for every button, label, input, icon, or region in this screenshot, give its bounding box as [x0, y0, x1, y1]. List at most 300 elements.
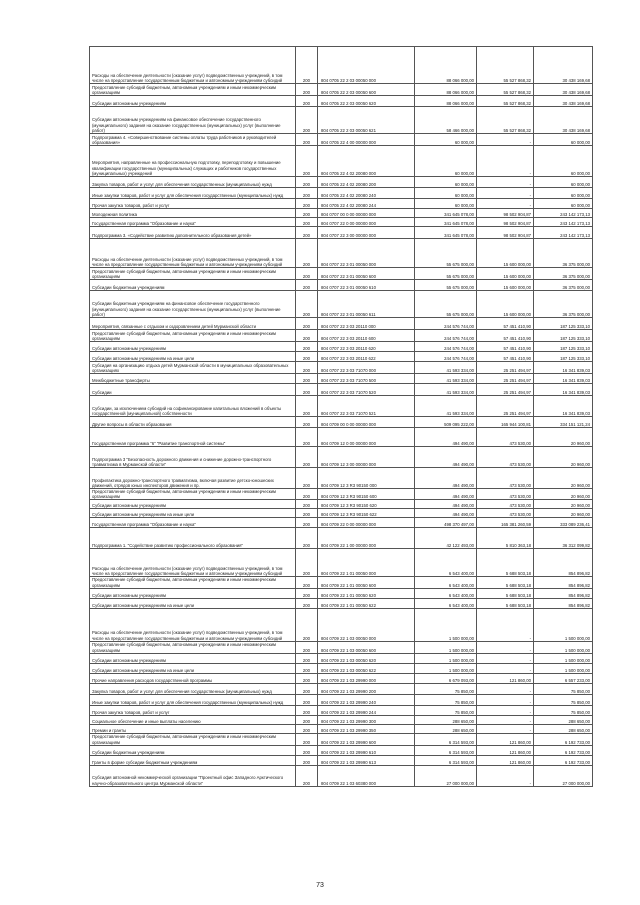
table-row [90, 663, 593, 673]
table-row [90, 96, 593, 107]
table-row [90, 577, 593, 588]
row-kbk-cell: 804 0705 22 4 02 20080 244 [318, 199, 415, 209]
row-name-cell: Премии и гранты [90, 724, 296, 733]
row-executed-cell: 55 527 868,32 [477, 47, 534, 84]
row-executed-cell: 57 451 410,90 [477, 352, 534, 362]
row-approved-cell: 60 000,00 [415, 134, 477, 146]
row-executed-cell: 25 251 494,97 [477, 362, 534, 374]
row-approved-cell: 60 000,00 [415, 177, 477, 188]
budget-execution-table [89, 46, 593, 787]
row-executed-cell: 55 527 868,32 [477, 107, 534, 134]
row-kbk-cell: 804 0707 22 3 01 00050 611 [318, 291, 415, 318]
row-executed-cell: 473 530,00 [477, 447, 534, 468]
row-name-cell: Молодежная политика [90, 209, 296, 218]
row-executed-cell: 473 530,00 [477, 428, 534, 447]
row-code-cell: 200 [296, 417, 318, 428]
row-kbk-cell: 804 0707 00 0 00 00000 000 [318, 209, 415, 218]
row-name-cell: Другие вопросы в области образования [90, 417, 296, 428]
table-row [90, 765, 593, 786]
table-row [90, 84, 593, 96]
row-unexecuted-cell: 854 896,82 [534, 598, 593, 608]
row-code-cell: 200 [296, 724, 318, 733]
table-row [90, 447, 593, 468]
row-code-cell: 200 [296, 549, 318, 577]
row-executed-cell: 15 600 000,00 [477, 280, 534, 291]
row-executed-cell: 98 502 904,87 [477, 227, 534, 239]
row-unexecuted-cell: 854 896,82 [534, 588, 593, 598]
row-name-cell: Мероприятия, направленные на профессиональную подготовку, переподготовку и повышение квалификации государственных (муниципальных) служащих и работников государственных (муниципальных) учреждений [90, 146, 296, 177]
row-name-cell: Государственная программа "6" "Развитие транспортной системы" [90, 428, 296, 447]
row-unexecuted-cell: 16 341 839,03 [534, 384, 593, 396]
row-unexecuted-cell: 20 960,00 [534, 509, 593, 518]
table-row [90, 209, 593, 218]
row-unexecuted-cell: 334 151 121,24 [534, 417, 593, 428]
row-unexecuted-cell: 36 375 000,00 [534, 291, 593, 318]
table-row [90, 291, 593, 318]
table-row [90, 694, 593, 705]
row-approved-cell: 58 466 000,00 [415, 107, 477, 134]
row-code-cell: 200 [296, 598, 318, 608]
table-row [90, 352, 593, 362]
row-code-cell: 200 [296, 500, 318, 509]
row-kbk-cell: 804 0707 22 3 03 71070 000 [318, 362, 415, 374]
row-kbk-cell: 804 0709 12 3 R3 90150 620 [318, 500, 415, 509]
table-row [90, 608, 593, 641]
row-executed-cell: - [477, 715, 534, 724]
row-name-cell: Подпрограмма 3 "Безопасность дорожного движения и снижение дорожно-транспортного травматизма в Мурманской области" [90, 447, 296, 468]
table-row [90, 518, 593, 528]
row-approved-cell: 55 675 000,00 [415, 291, 477, 318]
row-executed-cell: - [477, 188, 534, 199]
row-unexecuted-cell: 36 375 000,00 [534, 239, 593, 268]
row-executed-cell: - [477, 199, 534, 209]
row-executed-cell: 57 451 410,90 [477, 318, 534, 330]
row-unexecuted-cell: 20 960,00 [534, 447, 593, 468]
table-row [90, 227, 593, 239]
row-kbk-cell: 804 0709 22 1 03 00050 000 [318, 608, 415, 641]
row-approved-cell: 494 490,00 [415, 468, 477, 489]
row-kbk-cell: 804 0707 22 3 03 71070 500 [318, 374, 415, 384]
row-executed-cell: 121 860,00 [477, 733, 534, 745]
row-approved-cell: 60 000,00 [415, 188, 477, 199]
row-executed-cell: - [477, 146, 534, 177]
row-kbk-cell: 804 0709 22 1 03 00050 600 [318, 641, 415, 653]
row-unexecuted-cell: 288 650,00 [534, 715, 593, 724]
row-code-cell: 200 [296, 653, 318, 663]
row-code-cell: 200 [296, 330, 318, 342]
row-unexecuted-cell: 333 089 236,41 [534, 518, 593, 528]
row-name-cell: Мероприятия, связанные с отдыхом и оздоровлением детей Мурманской области [90, 318, 296, 330]
row-approved-cell: 244 576 744,00 [415, 352, 477, 362]
row-unexecuted-cell: 36 312 099,82 [534, 528, 593, 549]
row-kbk-cell: 804 0707 22 3 01 00050 600 [318, 268, 415, 280]
row-code-cell: 200 [296, 188, 318, 199]
row-unexecuted-cell: 20 960,00 [534, 500, 593, 509]
row-kbk-cell: 804 0709 22 1 03 29990 244 [318, 705, 415, 715]
row-code-cell: 200 [296, 518, 318, 528]
row-kbk-cell: 804 0709 22 1 01 00050 622 [318, 598, 415, 608]
row-executed-cell: 121 860,00 [477, 673, 534, 683]
row-approved-cell: 6 543 400,00 [415, 588, 477, 598]
row-approved-cell: 494 490,00 [415, 428, 477, 447]
table-row [90, 362, 593, 374]
row-executed-cell: 473 530,00 [477, 509, 534, 518]
row-approved-cell: 27 000 000,00 [415, 765, 477, 786]
table-row [90, 134, 593, 146]
table-row [90, 239, 593, 268]
row-name-cell: Подпрограмма 3. «Содействие развитию дополнительного образования детей» [90, 227, 296, 239]
row-unexecuted-cell: 243 142 173,13 [534, 218, 593, 227]
row-approved-cell: 75 850,00 [415, 694, 477, 705]
row-executed-cell: 5 688 503,18 [477, 588, 534, 598]
row-code-cell: 200 [296, 209, 318, 218]
row-unexecuted-cell: 36 375 000,00 [534, 268, 593, 280]
row-approved-cell: 6 314 593,00 [415, 745, 477, 755]
row-approved-cell: 75 850,00 [415, 683, 477, 694]
table-row [90, 330, 593, 342]
table-row [90, 342, 593, 352]
row-kbk-cell: 804 0709 22 1 03 29990 610 [318, 745, 415, 755]
row-name-cell: Прочая закупка товаров, работ и услуг [90, 199, 296, 209]
row-approved-cell: 244 576 744,00 [415, 318, 477, 330]
row-approved-cell: 244 576 744,00 [415, 330, 477, 342]
row-approved-cell: 341 645 078,00 [415, 218, 477, 227]
row-kbk-cell: 804 0709 22 1 03 29990 300 [318, 715, 415, 724]
row-name-cell: Закупка товаров, работ и услуг для обеспечения государственных (муниципальных) нужд [90, 177, 296, 188]
row-unexecuted-cell: 30 438 169,68 [534, 96, 593, 107]
row-name-cell: Субсидии автономным учреждениям [90, 96, 296, 107]
row-name-cell: Субсидии бюджетным учреждениям на финансовое обеспечение государственного (муниципального) задания на оказание государственных (муниципальных) услуг (выполнение работ) [90, 291, 296, 318]
row-code-cell: 200 [296, 268, 318, 280]
row-executed-cell: - [477, 641, 534, 653]
row-executed-cell: 165 381 260,59 [477, 518, 534, 528]
row-code-cell: 200 [296, 588, 318, 598]
table-row [90, 705, 593, 715]
row-code-cell: 200 [296, 384, 318, 396]
row-executed-cell: - [477, 765, 534, 786]
row-unexecuted-cell: 187 125 333,10 [534, 318, 593, 330]
row-approved-cell: 60 000,00 [415, 146, 477, 177]
row-kbk-cell: 804 0709 22 1 03 29990 350 [318, 724, 415, 733]
table-row [90, 588, 593, 598]
row-kbk-cell: 804 0705 22 2 03 00050 600 [318, 84, 415, 96]
row-code-cell: 200 [296, 428, 318, 447]
table-row [90, 280, 593, 291]
table-row [90, 745, 593, 755]
row-approved-cell: 509 095 222,00 [415, 417, 477, 428]
row-unexecuted-cell: 20 960,00 [534, 489, 593, 500]
row-name-cell: Субсидии автономным учреждениям на иные цели [90, 352, 296, 362]
row-name-cell: Иные закупки товаров, работ и услуг для обеспечения государственных (муниципальных) нужд [90, 694, 296, 705]
row-name-cell: Государственная программа "Образование и наука" [90, 218, 296, 227]
row-kbk-cell: 804 0709 00 0 00 00000 000 [318, 417, 415, 428]
row-code-cell: 200 [296, 362, 318, 374]
row-approved-cell: 494 490,00 [415, 500, 477, 509]
row-unexecuted-cell: 854 896,82 [534, 549, 593, 577]
row-code-cell: 200 [296, 239, 318, 268]
row-code-cell: 200 [296, 199, 318, 209]
row-name-cell: Расходы на обеспечение деятельности (оказание услуг) подведомственных учреждений, в том числе на предоставление государственным бюджетным и автономным учреждениям субсидий [90, 549, 296, 577]
table-row [90, 268, 593, 280]
row-kbk-cell: 804 0709 22 1 03 29990 240 [318, 694, 415, 705]
row-name-cell: Субсидии автономным учреждениям [90, 653, 296, 663]
row-approved-cell: 6 679 093,00 [415, 673, 477, 683]
row-kbk-cell: 804 0709 22 1 03 29990 000 [318, 673, 415, 683]
row-kbk-cell: 804 0707 22 3 01 00050 000 [318, 239, 415, 268]
row-executed-cell: - [477, 663, 534, 673]
row-name-cell: Предоставление субсидий бюджетным, автономным учреждениям и иным некоммерческим организациям [90, 330, 296, 342]
row-executed-cell: - [477, 134, 534, 146]
row-executed-cell: 15 600 000,00 [477, 291, 534, 318]
row-approved-cell: 1 500 000,00 [415, 641, 477, 653]
row-unexecuted-cell: 60 000,00 [534, 199, 593, 209]
row-approved-cell: 494 490,00 [415, 489, 477, 500]
row-kbk-cell: 804 0709 12 0 00 00000 000 [318, 428, 415, 447]
table-row [90, 374, 593, 384]
row-executed-cell: 5 688 503,18 [477, 598, 534, 608]
row-approved-cell: 60 000,00 [415, 199, 477, 209]
row-executed-cell: 121 860,00 [477, 745, 534, 755]
row-code-cell: 200 [296, 641, 318, 653]
row-name-cell: Прочие направления расходов государственной программы [90, 673, 296, 683]
row-approved-cell: 341 645 078,00 [415, 209, 477, 218]
row-kbk-cell: 804 0709 22 1 03 60380 000 [318, 765, 415, 786]
row-code-cell: 200 [296, 715, 318, 724]
row-name-cell: Социальное обеспечение и иные выплаты населению [90, 715, 296, 724]
row-approved-cell: 498 370 497,00 [415, 518, 477, 528]
row-name-cell: Межбюджетные трансферты [90, 374, 296, 384]
row-code-cell: 200 [296, 342, 318, 352]
row-approved-cell: 494 490,00 [415, 447, 477, 468]
row-kbk-cell: 804 0709 22 1 01 00050 000 [318, 549, 415, 577]
row-unexecuted-cell: 243 142 173,13 [534, 227, 593, 239]
row-code-cell: 200 [296, 683, 318, 694]
table-row [90, 318, 593, 330]
row-kbk-cell: 804 0707 22 3 03 20110 620 [318, 342, 415, 352]
row-unexecuted-cell: 20 960,00 [534, 428, 593, 447]
row-name-cell: Предоставление субсидий бюджетным, автономным учреждениям и иным некоммерческим организациям [90, 733, 296, 745]
row-executed-cell: 15 600 000,00 [477, 268, 534, 280]
row-code-cell: 200 [296, 608, 318, 641]
row-kbk-cell: 804 0709 12 3 R3 90150 622 [318, 509, 415, 518]
table-row [90, 468, 593, 489]
table-row [90, 107, 593, 134]
row-executed-cell: - [477, 683, 534, 694]
row-executed-cell: - [477, 705, 534, 715]
row-unexecuted-cell: 6 557 233,00 [534, 673, 593, 683]
row-executed-cell: 15 600 000,00 [477, 239, 534, 268]
row-approved-cell: 1 500 000,00 [415, 663, 477, 673]
row-approved-cell: 1 500 000,00 [415, 608, 477, 641]
row-code-cell: 200 [296, 694, 318, 705]
row-executed-cell: 165 944 100,81 [477, 417, 534, 428]
table-row [90, 641, 593, 653]
row-unexecuted-cell: 20 960,00 [534, 468, 593, 489]
row-kbk-cell: 804 0707 22 3 03 20110 622 [318, 352, 415, 362]
row-kbk-cell: 804 0709 22 0 00 00000 000 [318, 518, 415, 528]
row-approved-cell: 41 593 334,00 [415, 396, 477, 417]
row-unexecuted-cell: 30 438 169,68 [534, 47, 593, 84]
row-code-cell: 200 [296, 468, 318, 489]
row-approved-cell: 244 576 744,00 [415, 342, 477, 352]
row-unexecuted-cell: 60 000,00 [534, 134, 593, 146]
row-kbk-cell: 804 0709 22 1 00 00000 000 [318, 528, 415, 549]
row-code-cell: 200 [296, 374, 318, 384]
table-row [90, 146, 593, 177]
row-kbk-cell: 804 0705 22 2 03 00050 000 [318, 47, 415, 84]
row-name-cell: Профилактика дорожно-транспортного травматизма, включая развитие детско-юношеских движений, отрядов юных инспекторов движения и пр. [90, 468, 296, 489]
row-kbk-cell: 804 0705 22 2 03 00050 621 [318, 107, 415, 134]
table-row [90, 509, 593, 518]
row-code-cell: 200 [296, 107, 318, 134]
row-approved-cell: 88 066 000,00 [415, 84, 477, 96]
row-name-cell: Субсидии автономным учреждениям [90, 500, 296, 509]
row-name-cell: Предоставление субсидий бюджетным, автономным учреждениям и иным некоммерческим организациям [90, 489, 296, 500]
row-code-cell: 200 [296, 755, 318, 765]
row-approved-cell: 41 593 334,00 [415, 384, 477, 396]
row-approved-cell: 1 500 000,00 [415, 653, 477, 663]
row-approved-cell: 6 314 593,00 [415, 755, 477, 765]
row-code-cell: 200 [296, 177, 318, 188]
row-name-cell: Гранты в форме субсидии бюджетным учреждениям [90, 755, 296, 765]
row-code-cell: 200 [296, 96, 318, 107]
row-name-cell: Субсидии автономным учреждениям на финансовое обеспечение государственного (муниципального) задания на оказание государственных (муниципальных) услуг (выполнение работ) [90, 107, 296, 134]
row-approved-cell: 55 675 000,00 [415, 268, 477, 280]
row-name-cell: Субсидии автономным учреждениям на иные цели [90, 509, 296, 518]
table-row [90, 177, 593, 188]
row-code-cell: 200 [296, 745, 318, 755]
row-unexecuted-cell: 75 850,00 [534, 705, 593, 715]
row-code-cell: 200 [296, 280, 318, 291]
row-executed-cell: 98 502 904,87 [477, 209, 534, 218]
row-kbk-cell: 804 0705 22 4 02 20080 200 [318, 177, 415, 188]
row-name-cell: Субсидии, за исключением субсидий на софинансирование капитальных вложений в объекты государственной (муниципальной) собственности [90, 396, 296, 417]
table-row [90, 428, 593, 447]
row-unexecuted-cell: 187 125 333,10 [534, 330, 593, 342]
row-unexecuted-cell: 288 650,00 [534, 724, 593, 733]
row-code-cell: 200 [296, 765, 318, 786]
row-executed-cell: 5 688 503,18 [477, 577, 534, 588]
row-unexecuted-cell: 1 500 000,00 [534, 641, 593, 653]
row-kbk-cell: 804 0709 22 1 03 29990 600 [318, 733, 415, 745]
table-row [90, 199, 593, 209]
row-code-cell: 200 [296, 673, 318, 683]
row-kbk-cell: 804 0709 22 1 03 29990 613 [318, 755, 415, 765]
row-kbk-cell: 804 0709 22 1 03 00050 620 [318, 653, 415, 663]
row-unexecuted-cell: 75 850,00 [534, 694, 593, 705]
row-name-cell: Предоставление субсидий бюджетным, автономным учреждениям и иным некоммерческим организациям [90, 641, 296, 653]
row-unexecuted-cell: 243 142 173,13 [534, 209, 593, 218]
table-body [90, 47, 593, 787]
row-name-cell: Субсидии бюджетным учреждениям [90, 280, 296, 291]
table-row [90, 549, 593, 577]
table-row [90, 755, 593, 765]
row-executed-cell: 473 530,00 [477, 489, 534, 500]
row-code-cell: 200 [296, 733, 318, 745]
row-kbk-cell: 804 0707 22 3 03 20110 600 [318, 330, 415, 342]
row-unexecuted-cell: 36 375 000,00 [534, 280, 593, 291]
row-name-cell: Субсидия на организацию отдыха детей Мурманской области в муниципальных образовательных организациях [90, 362, 296, 374]
row-approved-cell: 288 650,00 [415, 724, 477, 733]
row-executed-cell: - [477, 724, 534, 733]
table-row [90, 528, 593, 549]
row-approved-cell: 88 066 000,00 [415, 96, 477, 107]
row-name-cell: Иные закупки товаров, работ и услуг для обеспечения государственных (муниципальных) нужд [90, 188, 296, 199]
table-row [90, 417, 593, 428]
row-unexecuted-cell: 60 000,00 [534, 188, 593, 199]
table-row [90, 715, 593, 724]
row-approved-cell: 288 650,00 [415, 715, 477, 724]
row-name-cell: Государственная программа "Образование и наука" [90, 518, 296, 528]
row-executed-cell: 5 810 363,18 [477, 528, 534, 549]
row-executed-cell: - [477, 608, 534, 641]
row-kbk-cell: 804 0705 22 4 00 00000 000 [318, 134, 415, 146]
row-code-cell: 200 [296, 134, 318, 146]
row-kbk-cell: 804 0709 12 3 R3 90150 600 [318, 489, 415, 500]
table-row [90, 683, 593, 694]
row-kbk-cell: 804 0707 22 3 03 71070 520 [318, 384, 415, 396]
row-code-cell: 200 [296, 318, 318, 330]
row-unexecuted-cell: 30 438 169,68 [534, 107, 593, 134]
row-name-cell: Предоставление субсидий бюджетным, автономным учреждениям и иным некоммерческим организациям [90, 84, 296, 96]
row-unexecuted-cell: 187 125 333,10 [534, 342, 593, 352]
row-executed-cell: 55 527 868,32 [477, 84, 534, 96]
row-kbk-cell: 804 0705 22 2 03 00050 620 [318, 96, 415, 107]
row-kbk-cell: 804 0709 22 1 01 00050 620 [318, 588, 415, 598]
row-code-cell: 200 [296, 705, 318, 715]
row-unexecuted-cell: 1 500 000,00 [534, 653, 593, 663]
row-kbk-cell: 804 0709 12 3 00 00000 000 [318, 447, 415, 468]
row-code-cell: 200 [296, 47, 318, 84]
table-row [90, 673, 593, 683]
page-number: 73 [316, 882, 324, 889]
row-kbk-cell: 804 0709 22 1 01 00050 600 [318, 577, 415, 588]
row-code-cell: 200 [296, 396, 318, 417]
row-code-cell: 200 [296, 509, 318, 518]
row-executed-cell: 25 251 494,97 [477, 374, 534, 384]
table-row [90, 396, 593, 417]
table-row [90, 724, 593, 733]
row-approved-cell: 341 645 078,00 [415, 227, 477, 239]
row-code-cell: 200 [296, 447, 318, 468]
row-approved-cell: 88 066 000,00 [415, 47, 477, 84]
row-name-cell: Расходы на обеспечение деятельности (оказание услуг) подведомственных учреждений, в том числе на предоставление государственным бюджетным и автономным учреждениям субсидий [90, 608, 296, 641]
row-approved-cell: 41 593 334,00 [415, 374, 477, 384]
row-name-cell: Предоставление субсидий бюджетным, автономным учреждениям и иным некоммерческим организациям [90, 577, 296, 588]
table-row [90, 500, 593, 509]
row-kbk-cell: 804 0707 22 3 03 20110 000 [318, 318, 415, 330]
row-kbk-cell: 804 0707 22 3 01 00050 610 [318, 280, 415, 291]
row-unexecuted-cell: 16 341 839,03 [534, 396, 593, 417]
row-code-cell: 200 [296, 84, 318, 96]
row-name-cell: Субсидии автономным учреждениям на иные цели [90, 598, 296, 608]
row-code-cell: 200 [296, 489, 318, 500]
row-unexecuted-cell: 60 000,00 [534, 146, 593, 177]
row-code-cell: 200 [296, 291, 318, 318]
row-name-cell: Субсидии автономным учреждениям на иные цели [90, 663, 296, 673]
row-name-cell: Расходы на обеспечение деятельности (оказание услуг) подведомственных учреждений, в том числе на предоставление государственным бюджетным и автономным учреждениям субсидий [90, 47, 296, 84]
row-name-cell: Субсидии автономным учреждениям [90, 588, 296, 598]
row-approved-cell: 41 593 334,00 [415, 362, 477, 374]
row-name-cell: Подпрограмма 1. "Содействие развитию профессионального образования" [90, 528, 296, 549]
row-executed-cell: 473 530,00 [477, 468, 534, 489]
row-approved-cell: 55 675 000,00 [415, 280, 477, 291]
row-unexecuted-cell: 75 850,00 [534, 683, 593, 694]
row-unexecuted-cell: 30 438 169,68 [534, 84, 593, 96]
row-executed-cell: 5 688 503,18 [477, 549, 534, 577]
row-name-cell: Субсидии автономным учреждениям [90, 342, 296, 352]
row-code-cell: 200 [296, 577, 318, 588]
